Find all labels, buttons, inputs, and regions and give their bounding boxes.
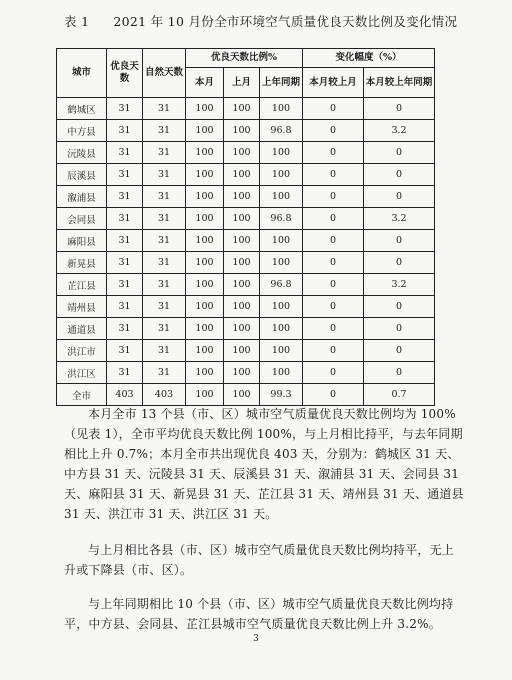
paragraph-summary: 本月全市 13 个县（市、区）城市空气质量优良天数比例均为 100%（见表 1），全市平均优良天数比例 100%，与上月相比持平，与去年同期相比上升 0.7%；本月全市共出现优良 403 天，分别为：鹤城区 31 天、中方县 31 天、沅陵县 31 天、辰溪县 31 天、溆浦县 31 天、会同县 31 天、麻阳县 31 天、新晃县 31 天、芷江县 31 天、靖州县 31 天、通道县 31 天、洪江市 31 天、洪江区 31 天。 <box>64 407 464 521</box>
cell-city: 洪江区 <box>57 362 107 384</box>
cell-ratio-last-year: 99.3 <box>260 384 303 406</box>
cell-good-days: 31 <box>107 252 143 274</box>
cell-ratio-this-month: 100 <box>186 296 224 318</box>
cell-natural-days: 31 <box>143 340 186 362</box>
cell-city: 麻阳县 <box>57 230 107 252</box>
cell-natural-days: 31 <box>143 252 186 274</box>
cell-good-days: 403 <box>107 384 143 406</box>
cell-ratio-last-year: 96.8 <box>260 208 303 230</box>
cell-natural-days: 403 <box>143 384 186 406</box>
cell-change-month: 0 <box>303 296 364 318</box>
cell-ratio-last-year: 100 <box>260 164 303 186</box>
cell-ratio-last-year: 100 <box>260 296 303 318</box>
header-ratio-this-month: 本月 <box>186 68 224 98</box>
cell-ratio-last-month: 100 <box>224 318 260 340</box>
table-title: 2021 年 10 月份全市环境空气质量优良天数比例及变化情况 <box>113 14 458 29</box>
cell-ratio-this-month: 100 <box>186 362 224 384</box>
cell-ratio-last-year: 100 <box>260 362 303 384</box>
cell-change-month: 0 <box>303 340 364 362</box>
cell-ratio-last-year: 96.8 <box>260 274 303 296</box>
cell-change-year: 3.2 <box>364 208 435 230</box>
cell-natural-days: 31 <box>143 120 186 142</box>
table-row-total <box>57 384 435 406</box>
cell-ratio-last-month: 100 <box>224 274 260 296</box>
cell-natural-days: 31 <box>143 142 186 164</box>
table-row <box>57 208 435 230</box>
header-change-group: 变化幅度（%） <box>303 49 435 68</box>
table-row <box>57 120 435 142</box>
cell-ratio-this-month: 100 <box>186 230 224 252</box>
table-row <box>57 362 435 384</box>
cell-ratio-last-year: 100 <box>260 186 303 208</box>
cell-ratio-last-year: 100 <box>260 252 303 274</box>
cell-change-month: 0 <box>303 274 364 296</box>
cell-good-days: 31 <box>107 98 143 120</box>
header-good-days: 优良天数 <box>107 49 143 98</box>
cell-good-days: 31 <box>107 186 143 208</box>
table-row <box>57 340 435 362</box>
table-row <box>57 142 435 164</box>
paragraph-month-compare: 与上月相比各县（市、区）城市空气质量优良天数比例均持平，无上升或下降县（市、区）。 <box>64 543 455 577</box>
cell-ratio-this-month: 100 <box>186 384 224 406</box>
cell-change-month: 0 <box>303 164 364 186</box>
cell-change-month: 0 <box>303 186 364 208</box>
cell-ratio-this-month: 100 <box>186 142 224 164</box>
cell-good-days: 31 <box>107 142 143 164</box>
cell-natural-days: 31 <box>143 186 186 208</box>
cell-ratio-last-month: 100 <box>224 208 260 230</box>
cell-ratio-this-month: 100 <box>186 98 224 120</box>
header-ratio-group: 优良天数比例% <box>186 49 303 68</box>
paragraph-year-compare: 与上年同期相比 10 个县（市、区）城市空气质量优良天数比例均持平，中方县、会同县、芷江县城市空气质量优良天数比例上升 3.2%。 <box>64 597 454 631</box>
cell-change-year: 0 <box>364 230 435 252</box>
cell-change-month: 0 <box>303 362 364 384</box>
cell-city: 通道县 <box>57 318 107 340</box>
cell-change-year: 0 <box>364 252 435 274</box>
cell-ratio-last-month: 100 <box>224 164 260 186</box>
cell-ratio-last-month: 100 <box>224 296 260 318</box>
cell-ratio-last-month: 100 <box>224 186 260 208</box>
cell-good-days: 31 <box>107 120 143 142</box>
cell-city: 中方县 <box>57 120 107 142</box>
cell-natural-days: 31 <box>143 230 186 252</box>
cell-city: 会同县 <box>57 208 107 230</box>
cell-city: 靖州县 <box>57 296 107 318</box>
cell-natural-days: 31 <box>143 274 186 296</box>
cell-ratio-last-month: 100 <box>224 252 260 274</box>
cell-city: 全市 <box>57 384 107 406</box>
header-change-vs-last-year: 本月较上年同期 <box>364 68 435 98</box>
table-row <box>57 318 435 340</box>
table-row <box>57 274 435 296</box>
cell-ratio-this-month: 100 <box>186 164 224 186</box>
cell-change-year: 0 <box>364 98 435 120</box>
cell-ratio-last-year: 100 <box>260 142 303 164</box>
cell-natural-days: 31 <box>143 208 186 230</box>
cell-ratio-this-month: 100 <box>186 186 224 208</box>
cell-change-year: 0 <box>364 142 435 164</box>
cell-natural-days: 31 <box>143 296 186 318</box>
cell-change-year: 0 <box>364 296 435 318</box>
cell-good-days: 31 <box>107 274 143 296</box>
cell-change-month: 0 <box>303 142 364 164</box>
cell-ratio-last-month: 100 <box>224 230 260 252</box>
table-label: 表 1 <box>64 14 90 29</box>
page-number: 3 <box>253 634 259 644</box>
cell-good-days: 31 <box>107 208 143 230</box>
cell-ratio-this-month: 100 <box>186 340 224 362</box>
cell-natural-days: 31 <box>143 164 186 186</box>
cell-city: 沅陵县 <box>57 142 107 164</box>
cell-good-days: 31 <box>107 230 143 252</box>
cell-city: 洪江市 <box>57 340 107 362</box>
cell-change-year: 0 <box>364 164 435 186</box>
cell-change-month: 0 <box>303 318 364 340</box>
cell-ratio-this-month: 100 <box>186 252 224 274</box>
cell-change-month: 0 <box>303 384 364 406</box>
cell-natural-days: 31 <box>143 362 186 384</box>
cell-change-year: 0 <box>364 362 435 384</box>
cell-change-month: 0 <box>303 120 364 142</box>
cell-change-month: 0 <box>303 98 364 120</box>
cell-ratio-this-month: 100 <box>186 318 224 340</box>
cell-ratio-this-month: 100 <box>186 274 224 296</box>
cell-change-month: 0 <box>303 230 364 252</box>
cell-city: 新晃县 <box>57 252 107 274</box>
header-ratio-last-month: 上月 <box>224 68 260 98</box>
cell-change-year: 0 <box>364 186 435 208</box>
cell-change-month: 0 <box>303 208 364 230</box>
cell-natural-days: 31 <box>143 98 186 120</box>
cell-change-month: 0 <box>303 252 364 274</box>
table-row <box>57 296 435 318</box>
header-ratio-last-year: 上年同期 <box>260 68 303 98</box>
cell-good-days: 31 <box>107 362 143 384</box>
cell-natural-days: 31 <box>143 318 186 340</box>
cell-ratio-last-month: 100 <box>224 384 260 406</box>
header-natural-days: 自然天数 <box>143 49 186 98</box>
air-quality-table <box>56 48 435 406</box>
cell-ratio-last-year: 100 <box>260 98 303 120</box>
cell-change-year: 0.7 <box>364 384 435 406</box>
cell-ratio-this-month: 100 <box>186 120 224 142</box>
cell-change-year: 3.2 <box>364 120 435 142</box>
cell-good-days: 31 <box>107 164 143 186</box>
cell-ratio-last-month: 100 <box>224 98 260 120</box>
cell-good-days: 31 <box>107 296 143 318</box>
table-row <box>57 230 435 252</box>
cell-ratio-last-year: 100 <box>260 340 303 362</box>
table-row <box>57 186 435 208</box>
cell-ratio-last-year: 96.8 <box>260 120 303 142</box>
table-caption <box>64 12 484 30</box>
cell-ratio-this-month: 100 <box>186 208 224 230</box>
cell-ratio-last-year: 100 <box>260 318 303 340</box>
table-row <box>57 164 435 186</box>
cell-change-year: 0 <box>364 318 435 340</box>
cell-change-year: 0 <box>364 340 435 362</box>
cell-city: 鹤城区 <box>57 98 107 120</box>
cell-city: 芷江县 <box>57 274 107 296</box>
cell-ratio-last-month: 100 <box>224 362 260 384</box>
cell-good-days: 31 <box>107 318 143 340</box>
cell-ratio-last-year: 100 <box>260 230 303 252</box>
cell-ratio-last-month: 100 <box>224 142 260 164</box>
table-row <box>57 98 435 120</box>
cell-city: 辰溪县 <box>57 164 107 186</box>
cell-good-days: 31 <box>107 340 143 362</box>
table-row <box>57 252 435 274</box>
header-change-vs-last-month: 本月较上月 <box>303 68 364 98</box>
cell-change-year: 3.2 <box>364 274 435 296</box>
cell-ratio-last-month: 100 <box>224 120 260 142</box>
cell-ratio-last-month: 100 <box>224 340 260 362</box>
cell-city: 溆浦县 <box>57 186 107 208</box>
header-city: 城市 <box>57 49 107 98</box>
